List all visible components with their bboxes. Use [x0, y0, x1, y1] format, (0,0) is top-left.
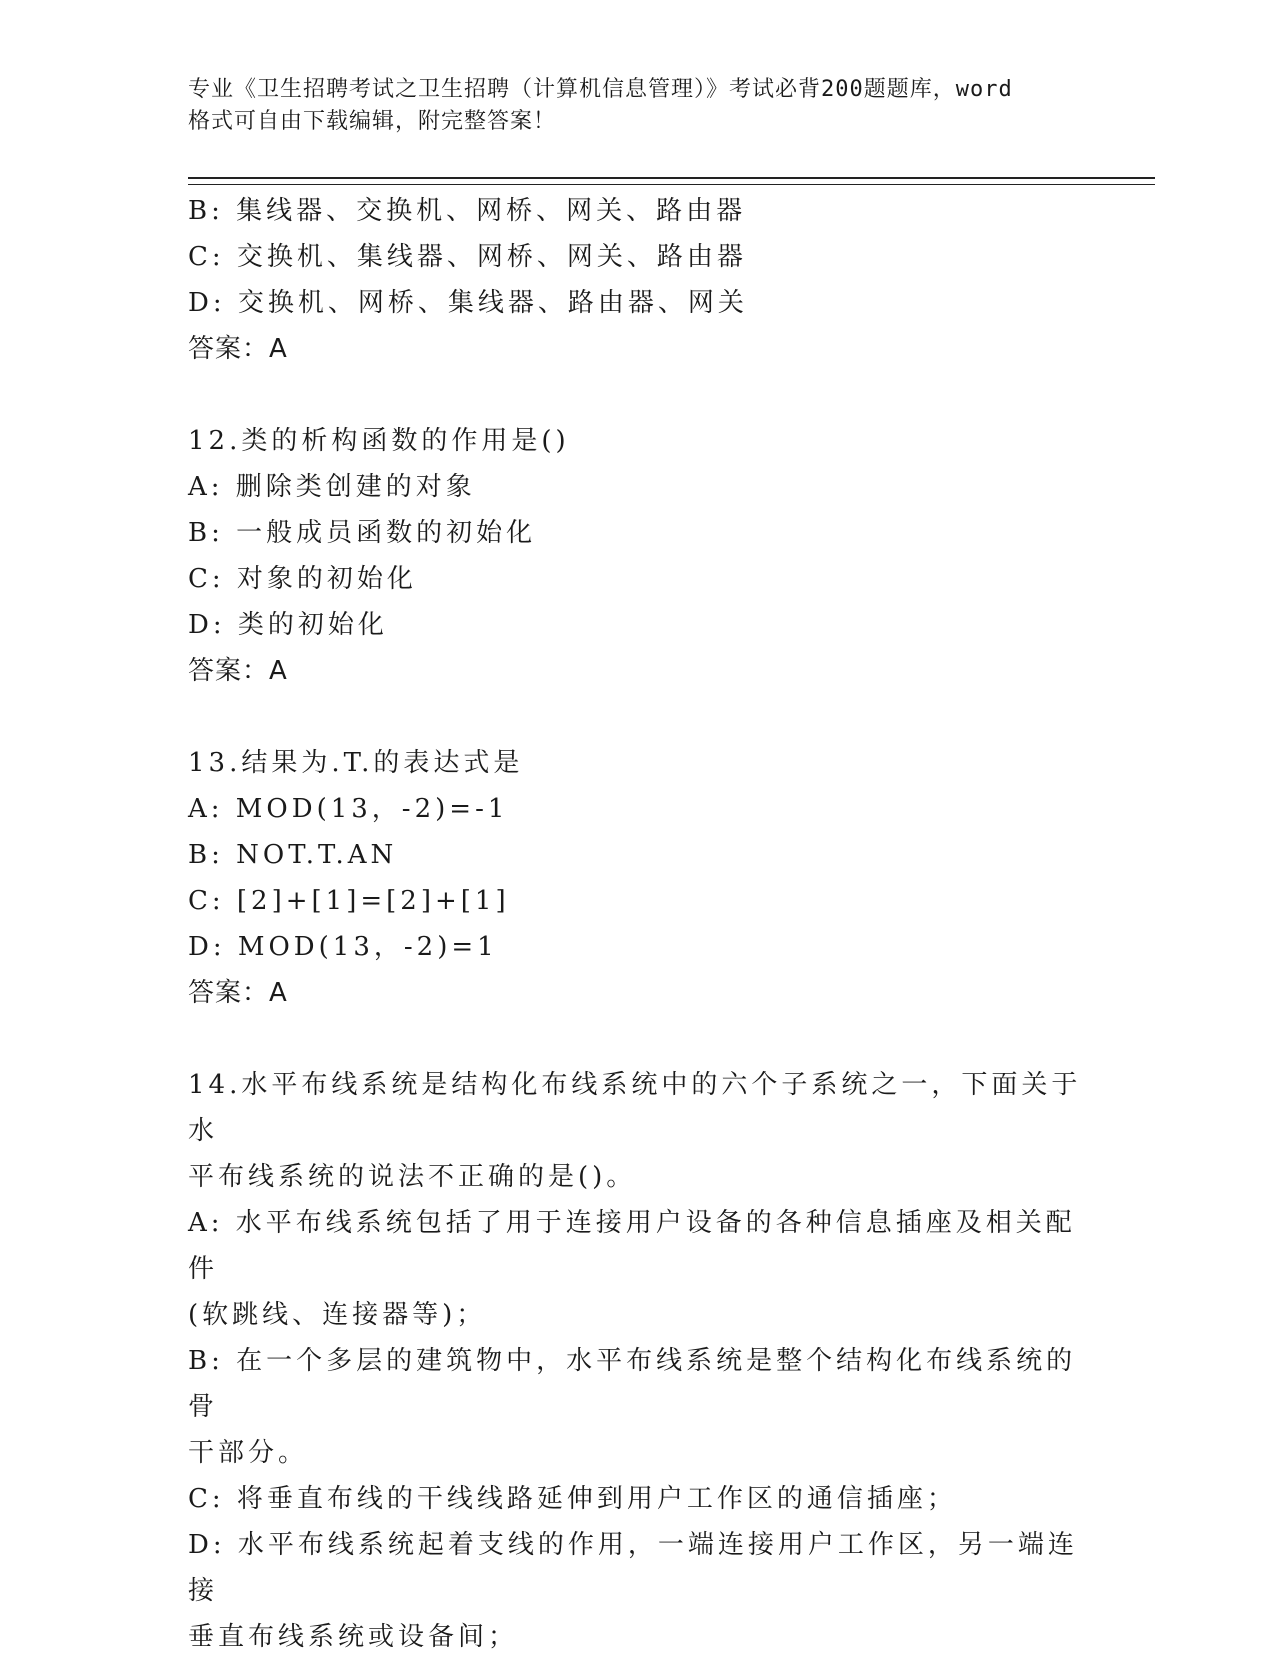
- question-11: [188, 188, 1088, 372]
- option-d-line-2: 垂直布线系统或设备间；: [188, 1622, 519, 1652]
- question-14: [188, 1062, 1088, 1660]
- answer: 答案：A: [188, 334, 288, 364]
- option-c: C: 交换机、集线器、网桥、网关、路由器: [188, 242, 747, 272]
- spacer: [188, 1016, 1088, 1062]
- option-d: D: MOD(13，-2)=1: [188, 932, 498, 962]
- option-a: A: MOD(13，-2)=-1: [188, 794, 509, 824]
- option-a-line-2: (软跳线、连接器等)；: [188, 1300, 487, 1330]
- answer: 答案：A: [188, 656, 288, 686]
- spacer: [188, 694, 1088, 740]
- option-b: B: 一般成员函数的初始化: [188, 518, 537, 548]
- question-text-line-1: 14.水平布线系统是结构化布线系统中的六个子系统之一，下面关于水: [188, 1070, 1082, 1146]
- header-divider: [188, 177, 1155, 185]
- option-a: A: 删除类创建的对象: [188, 472, 476, 502]
- page-header: [188, 74, 1088, 138]
- option-c: C: [2]+[1]=[2]+[1]: [188, 886, 510, 916]
- option-a-line-1: A: 水平布线系统包括了用于连接用户设备的各种信息插座及相关配件: [188, 1208, 1076, 1284]
- question-text-line-2: 平布线系统的说法不正确的是()。: [188, 1162, 637, 1192]
- question-text: 13.结果为.T.的表达式是: [188, 748, 524, 778]
- header-line-2: 格式可自由下载编辑，附完整答案！: [188, 109, 557, 134]
- header-line-1: 专业《卫生招聘考试之卫生招聘（计算机信息管理）》考试必背200题题库，word: [188, 77, 1013, 102]
- answer: 答案：A: [188, 978, 288, 1008]
- option-c: C: 对象的初始化: [188, 564, 417, 594]
- question-text: 12.类的析构函数的作用是(): [188, 426, 570, 456]
- option-b-line-1: B: 在一个多层的建筑物中，水平布线系统是整个结构化布线系统的骨: [188, 1346, 1077, 1422]
- spacer: [188, 372, 1088, 418]
- option-c: C: 将垂直布线的干线线路延伸到用户工作区的通信插座；: [188, 1484, 957, 1514]
- option-d: D: 交换机、网桥、集线器、路由器、网关: [188, 288, 748, 318]
- option-b: B: 集线器、交换机、网桥、网关、路由器: [188, 196, 747, 226]
- option-b: B: NOT.T.AN: [188, 840, 398, 870]
- question-13: [188, 740, 1088, 1016]
- question-12: [188, 418, 1088, 694]
- document-body: [188, 188, 1088, 1660]
- option-d: D: 类的初始化: [188, 610, 388, 640]
- option-d-line-1: D: 水平布线系统起着支线的作用，一端连接用户工作区，另一端连接: [188, 1530, 1078, 1606]
- option-b-line-2: 干部分。: [188, 1438, 309, 1468]
